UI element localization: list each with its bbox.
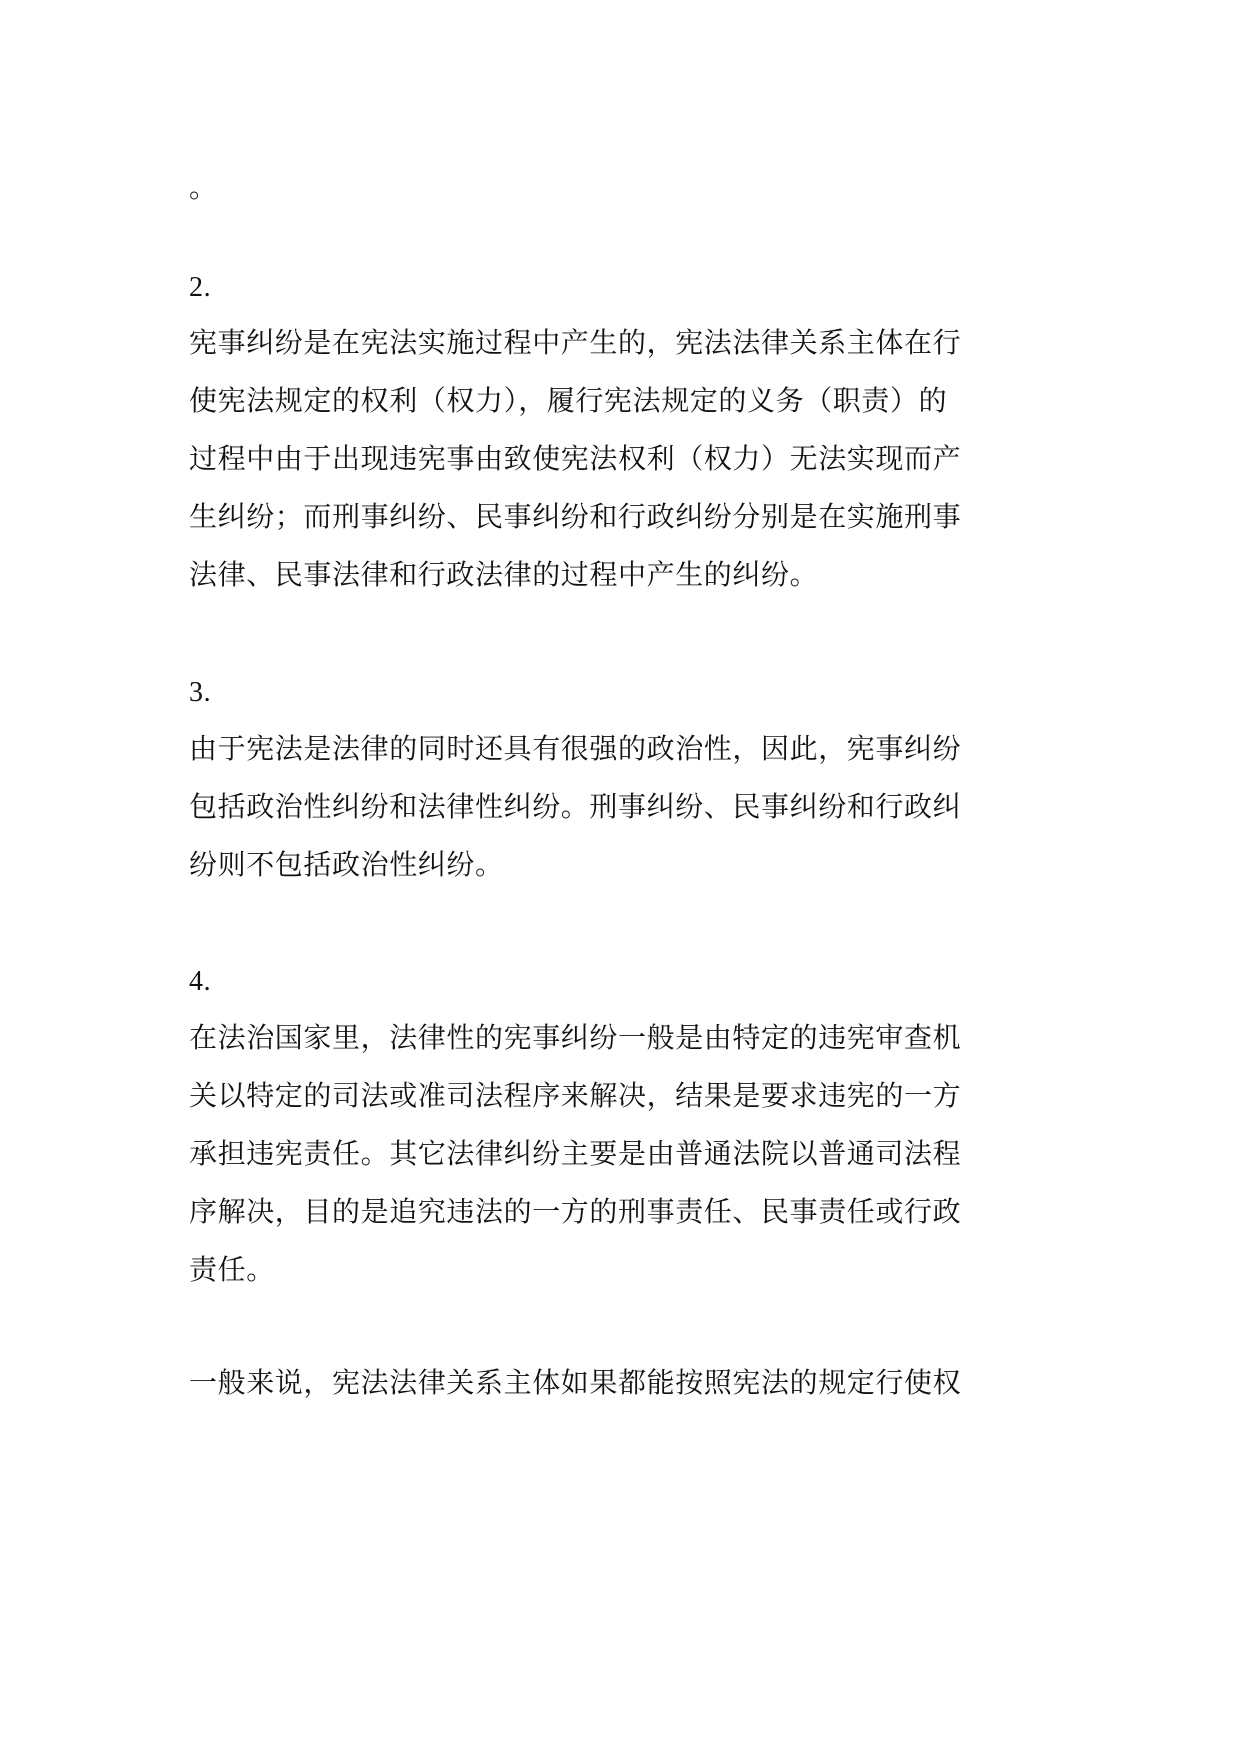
paragraph-2-line-3: 过程中由于出现违宪事由致使宪法权利（权力）无法实现而产 (189, 442, 962, 475)
paragraph-4-line-1: 在法治国家里，法律性的宪事纠纷一般是由特定的违宪审查机 (189, 1021, 962, 1054)
paragraph-4-line-3: 承担违宪责任。其它法律纠纷主要是由普通法院以普通司法程 (189, 1137, 962, 1170)
item-number-4: 4. (189, 966, 212, 997)
paragraph-2-line-1: 宪事纠纷是在宪法实施过程中产生的，宪法法律关系主体在行 (189, 326, 962, 359)
paragraph-4-line-5: 责任。 (189, 1253, 275, 1286)
paragraph-2-line-5: 法律、民事法律和行政法律的过程中产生的纠纷。 (189, 558, 819, 591)
item-number-3: 3. (189, 677, 212, 708)
item-number-2: 2. (189, 272, 212, 303)
paragraph-3-line-2: 包括政治性纠纷和法律性纠纷。刑事纠纷、民事纠纷和行政纠 (189, 790, 962, 823)
closing-paragraph-line-1: 一般来说，宪法法律关系主体如果都能按照宪法的规定行使权 (189, 1366, 962, 1399)
trailing-period: 。 (189, 171, 218, 204)
paragraph-2-line-2: 使宪法规定的权利（权力），履行宪法规定的义务（职责）的 (189, 384, 948, 417)
paragraph-3-line-1: 由于宪法是法律的同时还具有很强的政治性，因此，宪事纠纷 (189, 732, 962, 765)
paragraph-2-line-4: 生纠纷；而刑事纠纷、民事纠纷和行政纠纷分别是在实施刑事 (189, 500, 962, 533)
paragraph-4-line-2: 关以特定的司法或准司法程序来解决，结果是要求违宪的一方 (189, 1079, 962, 1112)
paragraph-4-line-4: 序解决，目的是追究违法的一方的刑事责任、民事责任或行政 (189, 1195, 962, 1228)
paragraph-3-line-3: 纷则不包括政治性纠纷。 (189, 848, 504, 881)
